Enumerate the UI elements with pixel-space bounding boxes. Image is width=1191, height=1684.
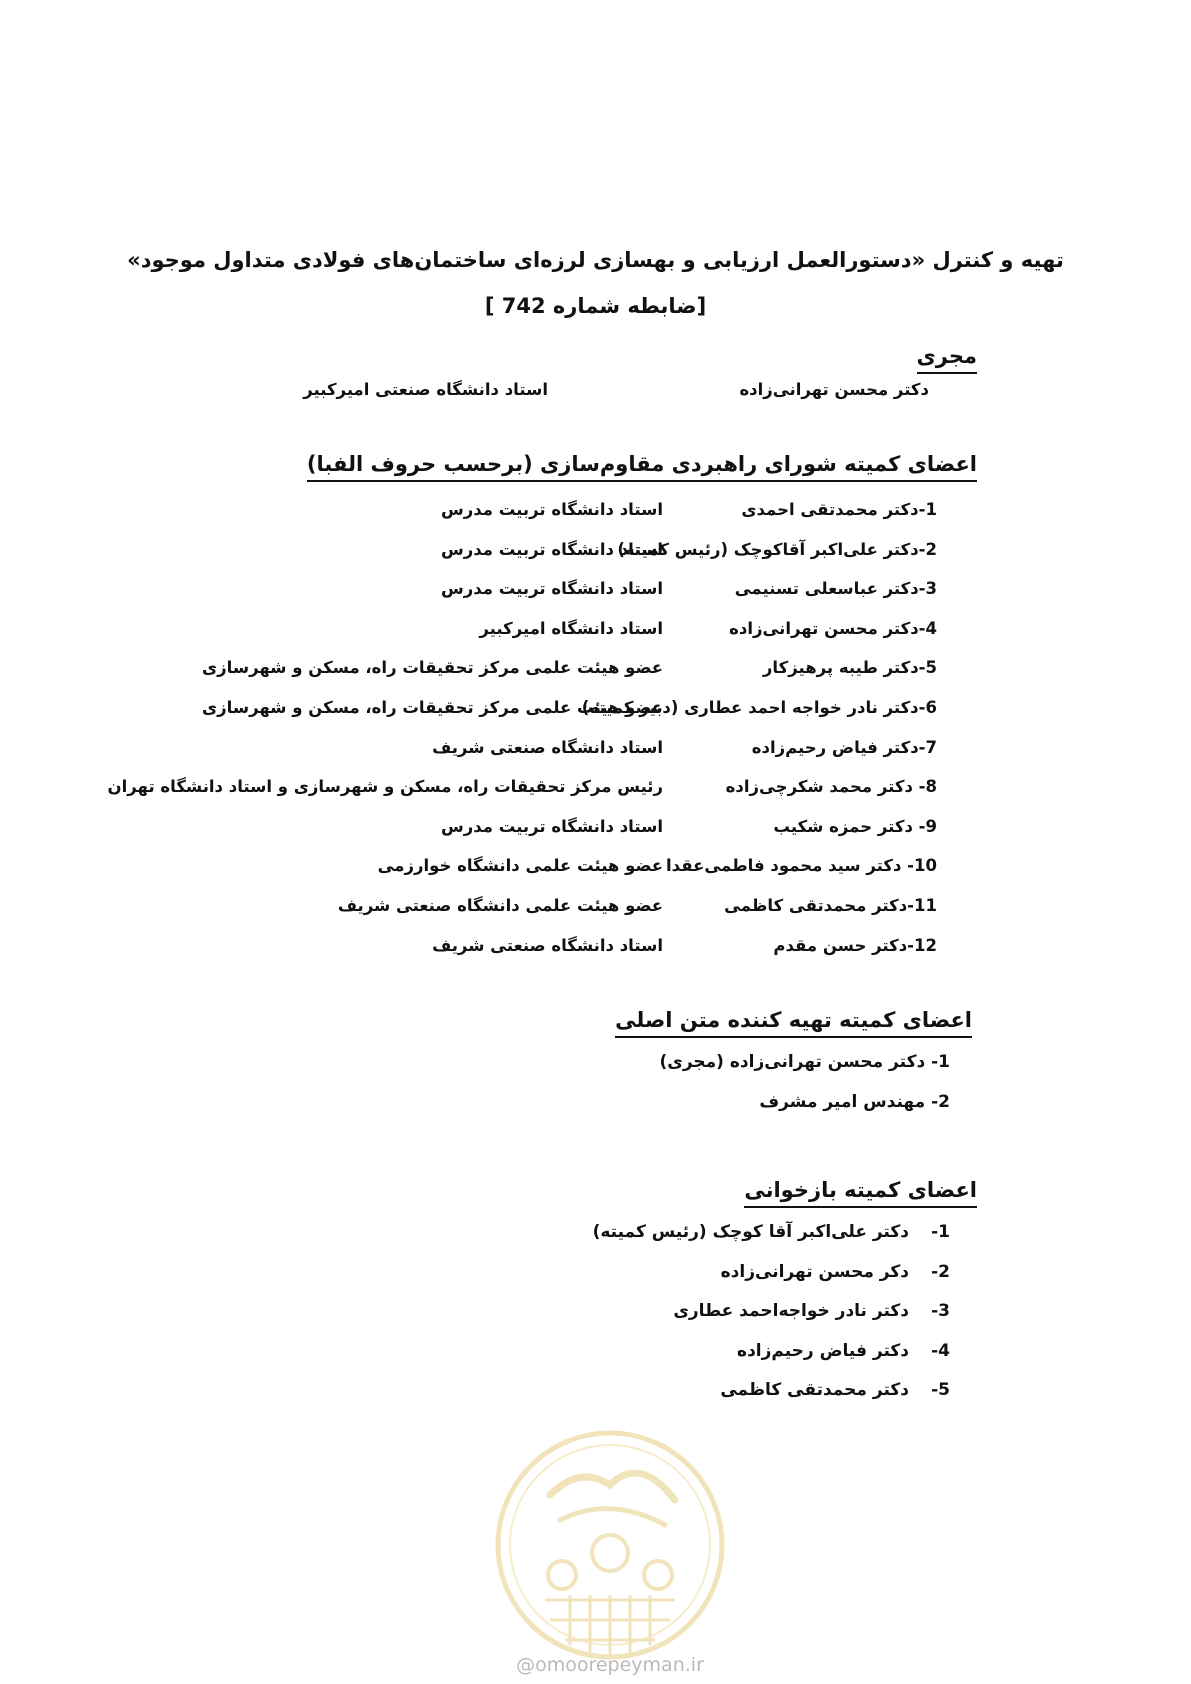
review-member-name: دکر محسن تهرانی‌زاده (720, 1261, 909, 1282)
council-member-name: 10- دکتر سید محمود فاطمی‌عقدا (666, 856, 937, 876)
council-member-name: 2-دکتر علی‌اکبر آقاکوچک (رئیس کمیته) (617, 539, 937, 559)
review-member-number: 1- (931, 1222, 950, 1242)
council-member-name: 3-دکتر عباسعلی تسنیمی (734, 579, 937, 599)
executor-role: استاد دانشگاه صنعتی امیرکبیر (303, 380, 548, 399)
council-member-name: 11-دکتر محمدتقی کاظمی (724, 896, 937, 915)
review-heading: اعضای کمیته بازخوانی (744, 1176, 977, 1208)
council-heading: اعضای کمیته شورای راهبردی مقاوم‌سازی (برحسب حروف الفبا) (307, 450, 977, 482)
council-member-name: 1-دکتر محمدتقی احمدی (741, 500, 937, 519)
council-member-role: عضو هیئت علمی مرکز تحقیقات راه، مسکن و شهرسازی (202, 698, 663, 717)
council-member-role: استاد دانشگاه تربیت مدرس (440, 579, 663, 599)
council-member-name: 4-دکتر محسن تهرانی‌زاده (729, 618, 937, 638)
council-member-name: 9- دکتر حمزه شکیب (773, 816, 937, 836)
original-text-member: 2- مهندس امیر مشرف (759, 1092, 950, 1112)
original-text-heading: اعضای کمیته تهیه کننده متن اصلی (615, 1006, 972, 1038)
council-member-name: 7-دکتر فیاض رحیم‌زاده (751, 737, 937, 757)
council-member-role: استاد دانشگاه تربیت مدرس (440, 816, 663, 836)
council-member-role: استاد دانشگاه صنعتی شریف (432, 935, 663, 955)
council-member-role: رئیس مرکز تحقیقات راه، مسکن و شهرسازی و استاد دانشگاه تهران (107, 777, 663, 797)
original-text-member: 1- دکتر محسن تهرانی‌زاده (مجری) (659, 1052, 950, 1072)
council-member-role: عضو هیئت علمی مرکز تحقیقات راه، مسکن و شهرسازی (202, 658, 663, 678)
document-code: [ضابطه شماره 742 ] (484, 294, 707, 318)
review-member-number: 5- (931, 1380, 950, 1400)
review-member-name: دکتر محمدتقی کاظمی (720, 1380, 909, 1400)
executor-heading: مجری (917, 342, 977, 374)
council-member-role: استاد دانشگاه تربیت مدرس (440, 500, 663, 519)
watermark-logo-icon (490, 1425, 730, 1665)
review-member-name: دکتر علی‌اکبر آقا کوچک (رئیس کمیته) (592, 1222, 909, 1242)
council-member-role: استاد دانشگاه تربیت مدرس (440, 539, 663, 559)
council-member-role: استاد دانشگاه امیرکبیر (479, 618, 663, 638)
council-member-role: استاد دانشگاه صنعتی شریف (432, 737, 663, 757)
review-member-name: دکتر نادر خواجه‌احمد عطاری (673, 1301, 909, 1321)
executor-name: دکتر محسن تهرانی‌زاده (739, 380, 929, 399)
council-member-name: 8- دکتر محمد شکرچی‌زاده (725, 777, 937, 797)
watermark-url: @omoorepeyman.ir (516, 1654, 704, 1676)
review-member-name: دکتر فیاض رحیم‌زاده (737, 1340, 909, 1361)
council-member-name: 12-دکتر حسن مقدم (773, 935, 937, 955)
council-member-role: عضو هیئت علمی دانشگاه خوارزمی (377, 856, 663, 876)
council-member-name: 6-دکتر نادر خواجه احمد عطاری (دبیر کمیته) (581, 698, 937, 717)
document-title: تهیه و کنترل «دستورالعمل ارزیابی و بهسازی لرزه‌ای ساختمان‌های فولادی متداول موجود» (127, 248, 1064, 272)
council-member-role: عضو هیئت علمی دانشگاه صنعتی شریف (337, 896, 663, 915)
review-member-number: 2- (931, 1261, 950, 1282)
review-member-number: 4- (931, 1340, 950, 1361)
council-member-name: 5-دکتر طیبه پرهیزکار (762, 658, 937, 678)
review-member-number: 3- (931, 1301, 950, 1321)
